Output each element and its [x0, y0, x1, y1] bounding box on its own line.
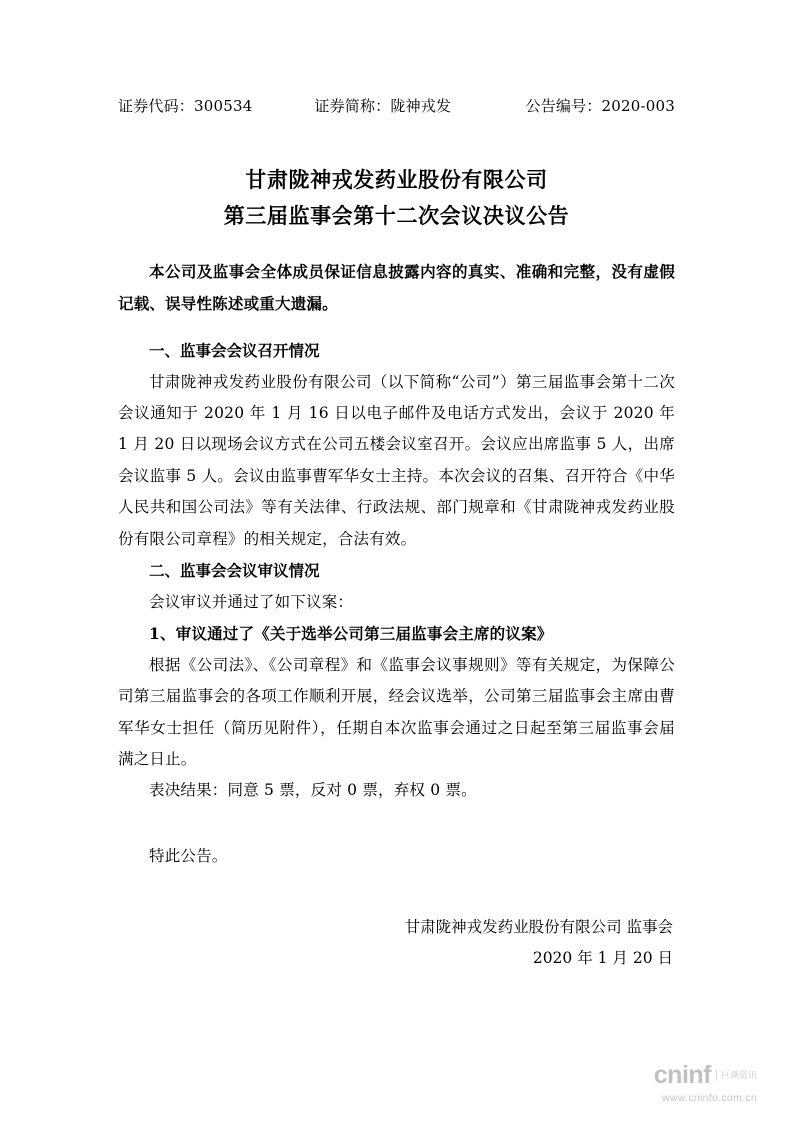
- proposal-body: 根据《公司法》、《公司章程》和《监事会议事规则》等有关规定，为保障公司第三届监事会的各项工作顺利开展，经会议选举，公司第三届监事会主席由曹军华女士担任（简历见附件），任期自本次监事会通过之日起至第三届监事会届满之日止。: [118, 655, 675, 769]
- announcement-number: 公告编号：2020-003: [525, 97, 675, 115]
- disclosure-statement: 本公司及监事会全体成员保证信息披露内容的真实、准确和完整，没有虚假记载、误导性陈述或重大遗漏。: [118, 262, 675, 313]
- signature-company: 甘肃陇神戎发药业股份有限公司 监事会: [404, 918, 673, 937]
- signature-date: 2020 年 1 月 20 日: [532, 949, 673, 968]
- security-abbreviation: 证券简称：陇神戎发: [314, 97, 452, 115]
- cninfo-url: www.cninfo.com.cn: [662, 1092, 757, 1104]
- section-paragraph-meeting-convening: 甘肃陇神戎发药业股份有限公司（以下简称“公司”）第三届监事会第十二次会议通知于 2020 年 1 月 16 日以电子邮件及电话方式发出，会议于 2020 年 1 月 20 日以现场会议方式在公司五楼会议室召开。会议应出席监事 5 人，出席会议监事 5 人。会议由监事曹军华女士主持。本次会议的召集、召开符合《中华人民共和国公司法》等有关法律、行政法规、部门规章和《甘肃陇神戎发药业股份有限公司章程》的相关规定，合法有效。: [118, 372, 675, 548]
- signature-block: [118, 912, 675, 974]
- document-header: [118, 95, 675, 116]
- title-line-company: 甘肃陇神戎发药业股份有限公司: [245, 167, 548, 192]
- section-heading-meeting-review: 二、监事会会议审议情况: [149, 561, 320, 581]
- section-heading-meeting-convening: 一、监事会会议召开情况: [149, 341, 320, 361]
- page-title: [118, 162, 675, 234]
- cninfo-watermark: [654, 1061, 757, 1104]
- section-paragraph-meeting-review: 会议审议并通过了如下议案：: [149, 592, 354, 611]
- security-code: 证券代码：300534: [118, 97, 253, 115]
- closing-statement: 特此公告。: [149, 846, 228, 865]
- watermark-logo-row: [654, 1061, 757, 1090]
- proposal-heading: 1、审议通过了《关于选举公司第三届监事会主席的议案》: [149, 624, 553, 644]
- proposal-vote-result: 表决结果：同意 5 票，反对 0 票，弃权 0 票。: [149, 781, 477, 800]
- cninfo-logo: cninf: [653, 1061, 711, 1089]
- title-line-subject: 第三届监事会第十二次会议决议公告: [223, 203, 570, 229]
- cninfo-chinese-label: 巨潮资讯: [716, 1070, 757, 1080]
